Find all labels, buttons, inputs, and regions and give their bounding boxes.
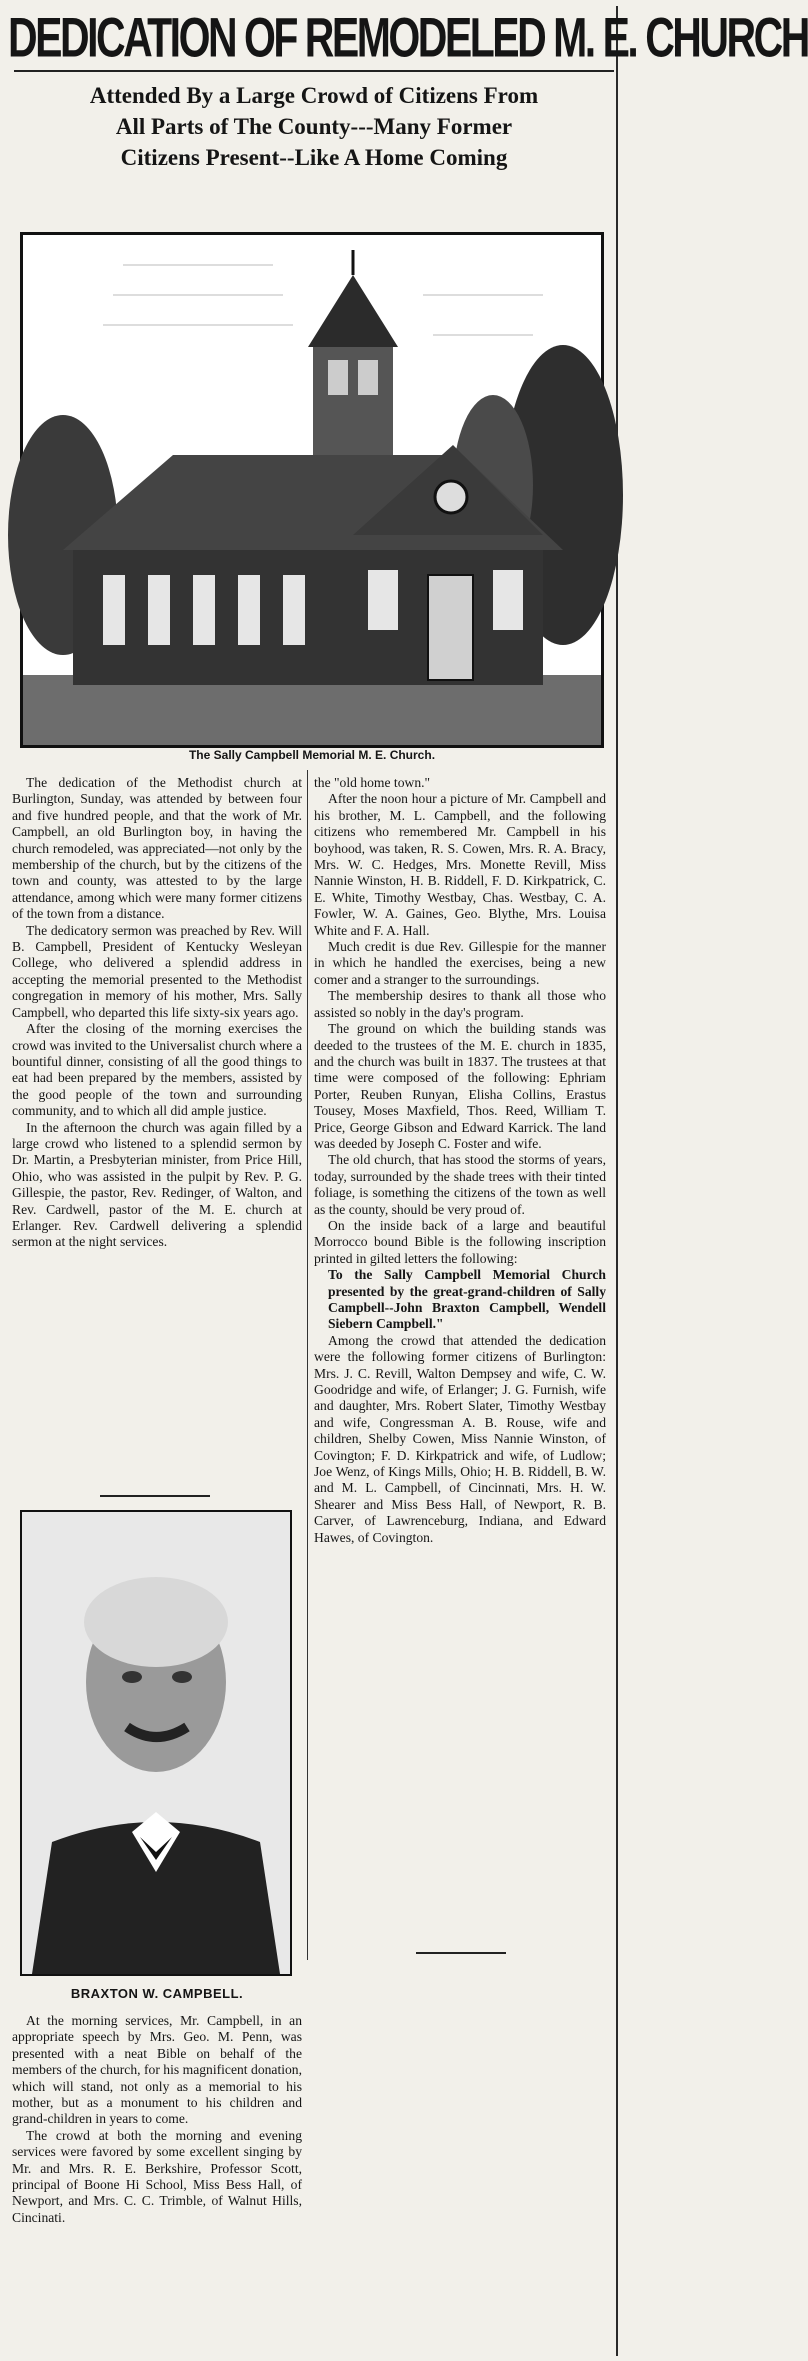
end-rule	[416, 1952, 506, 1954]
headline: DEDICATION OF REMODELED M. E. CHURCH	[8, 6, 808, 69]
paragraph: In the afternoon the church was again filled by a large crowd who listened to a splendid sermon by Dr. Martin, a Presbyterian minister, from Price Hill, Ohio, who was assisted in the pulpit by Rev. P. G. Gillespie, the pastor, Rev. Redinger, of Walton, and Rev. Cardwell, pastor of the M. E. church at Erlanger. Rev. Cardwell delivering a splendid sermon at the night services.	[12, 1119, 302, 1250]
paragraph: The dedicatory sermon was preached by Rev. Will B. Campbell, President of Kentucky Wesleyan College, who delivered a splendid address in accepting the memorial presented to the Methodist congregation in memory of his mother, Mrs. Sally Campbell, who departed this life sixty-six years ago.	[12, 922, 302, 1020]
portrait-illustration	[22, 1512, 290, 1974]
portrait-caption: BRAXTON W. CAMPBELL.	[70, 1986, 244, 2001]
bible-inscription: To the Sally Campbell Memorial Church presented by the great-grand-children of Sally Campbell--John Braxton Campbell, Wendell Siebern Campbell."	[328, 1267, 606, 1332]
paragraph: Among the crowd that attended the dedication were the following former citizens of Burlington: Mrs. J. C. Revill, Walton Dempsey and wife, C. W. Goodridge and wife, of Erlanger; J. G. Furnish, wife and daughter, Mrs. Robert Slater, Timothy Westbay and wife, Congressman A. B. Rouse, wife and children, Shelby Cowen, Miss Nannie Winston, of Covington; F. D. Kirkpatrick and wife, of Ludlow; Joe Wenz, of Kings Mills, Ohio; H. B. Riddell, B. W. and M. L. Campbell, of Cincinnati, Mrs. H. W. Shearer and Miss Bess Hall, of Newport, R. B. Carver, of Lawrenceburg, Indiana, and Edward Hawes, of Covington.	[314, 1332, 606, 1545]
column-border	[616, 6, 618, 2356]
deck-line: All Parts of The County---Many Former	[115, 114, 513, 139]
paragraph: The ground on which the building stands was deeded to the trustees of the M. E. church in 1835, and the church was built in 1837. The trustees at that time were composed of the following: Ephriam Porter, Reuben Runyan, Elisha Collins, Erastus Tousey, Moses Maxfield, Thos. Reed, William T. Price, George Gibson and Edward Karrick. The land was deeded by Joseph C. Foster and wife.	[314, 1021, 606, 1151]
church-illustration	[23, 235, 601, 745]
deck-line: Citizens Present--Like A Home Coming	[120, 145, 508, 170]
column-divider	[307, 770, 308, 1960]
left-column	[12, 775, 302, 1251]
right-column	[314, 775, 606, 1546]
section-rule	[100, 1495, 210, 1497]
portrait-photo	[20, 1510, 292, 1976]
paragraph: The crowd at both the morning and evening services were favored by some excellent singing by Mr. and Mrs. R. E. Berkshire, Professor Scott, principal of Boone Hi School, Miss Bess Hall, of Newport, and Mrs. C. C. Trimble, of Walnut Hills, Cincinati.	[12, 2127, 302, 2225]
paragraph: On the inside back of a large and beautiful Morrocco bound Bible is the following inscription printed in gilted letters the following:	[314, 1217, 606, 1266]
left-column-lower	[12, 2013, 302, 2226]
paragraph: At the morning services, Mr. Campbell, in an appropriate speech by Mrs. Geo. M. Penn, was presented with a neat Bible on behalf of the members of the church, for his magnificent donation, which will stand, not only as a memorial to his mother, but as a monument to his children and grand-children in years to come.	[12, 2013, 302, 2127]
paragraph: The membership desires to thank all those who assisted so nobly in the day's program.	[314, 988, 606, 1020]
deck-line: Attended By a Large Crowd of Citizens From	[89, 83, 539, 108]
paragraph: Much credit is due Rev. Gillespie for the manner in which he handled the exercises, being a new comer and a stranger to the surroundings.	[314, 939, 606, 987]
paragraph: After the noon hour a picture of Mr. Campbell and his brother, M. L. Campbell, and the following citizens who remembered Mr. Campbell in his boyhood, was taken, R. S. Cowen, Mrs. R. A. Bracy, Mrs. W. C. Hedges, Mrs. Monette Revill, Miss Nannie Winston, H. B. Riddell, F. D. Kirkpatrick, C. E. White, Timothy Westbay, Chas. Westbay, C. A. Fowler, W. A. Gaines, Geo. Blythe, Mrs. Louisa White and F. A. Hall.	[314, 791, 606, 938]
church-photo	[20, 232, 604, 748]
photo-caption: The Sally Campbell Memorial M. E. Church.	[188, 748, 436, 762]
paragraph: The old church, that has stood the storms of years, today, surrounded by the shade trees with their tinted foliage, is something the citizens of the town as well as the county, should be very proud of.	[314, 1152, 606, 1217]
paragraph: The dedication of the Methodist church at Burlington, Sunday, was attended by between four and five hundred people, and that the work of Mr. Campbell, an old Burlington boy, in having the church remodeled, was appreciated—not only by the membership of the church, but by the citizens of the town and county, was attested to by the large attendance, among which were many former citizens of the town from a distance.	[12, 775, 302, 922]
paragraph: the "old home town."	[314, 775, 431, 790]
paragraph: After the closing of the morning exercises the crowd was invited to the Universalist church where a bountiful dinner, consisting of all the good things to eat had been prepared by the members, assisted by the good people of the town and surrounding community, and to which all did ample justice.	[12, 1021, 302, 1119]
